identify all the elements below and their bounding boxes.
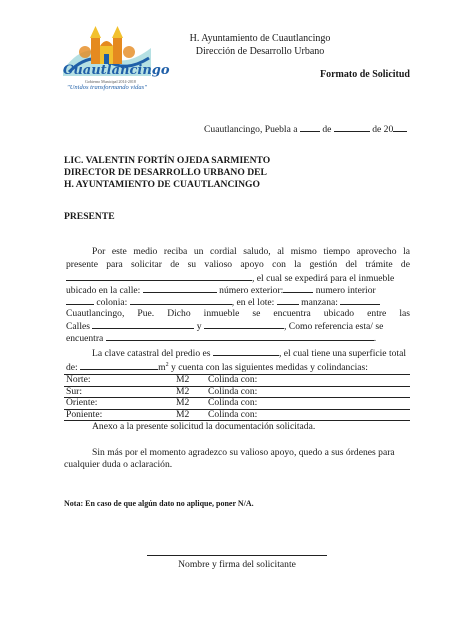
calle-2-field[interactable] <box>204 319 284 329</box>
unit-cell: M2 <box>174 375 206 387</box>
table-row <box>64 398 410 410</box>
manzana-label: manzana: <box>301 297 338 308</box>
table-row <box>64 375 410 387</box>
body-line-8: encuentra . <box>66 333 377 344</box>
date-line <box>204 122 407 136</box>
numero-interior-field[interactable] <box>66 295 94 305</box>
recipient-title: DIRECTOR DE DESARROLLO URBANO DEL <box>64 167 267 178</box>
referencia-field[interactable] <box>106 331 374 341</box>
referencia-label: , Como referencia esta/ se <box>284 321 384 332</box>
lote-label: , en el lote: <box>231 297 275 308</box>
numero-exterior-label: número exterior: <box>219 285 284 296</box>
unit-cell: M2 <box>174 386 206 398</box>
signature-line[interactable] <box>147 555 327 556</box>
note-text: Nota: En caso de que algún dato no aplique, poner N/A. <box>64 499 254 508</box>
body-line-10 <box>66 359 410 374</box>
manzana-field[interactable] <box>340 295 380 305</box>
table-row <box>64 409 410 421</box>
recipient-name: LIC. VALENTIN FORTÍN OJEDA SARMIENTO <box>64 155 271 166</box>
superficie-label: , el cual tiene una superficie total <box>278 348 406 359</box>
month-field[interactable] <box>334 122 370 132</box>
presente-heading: PRESENTE <box>64 211 115 222</box>
colinda-cell[interactable]: Colinda con: <box>206 386 410 398</box>
year-field[interactable] <box>393 122 407 132</box>
tramite-field[interactable] <box>66 271 252 281</box>
side-cell: Sur: <box>64 386 174 398</box>
calle-field[interactable] <box>143 283 217 293</box>
header-department: Dirección de Desarrollo Urbano <box>195 46 325 57</box>
signature-label: Nombre y firma del solicitante <box>178 559 296 570</box>
body-line-1: Por este medio reciba un cordial saludo, al mismo tiempo aprovecho la <box>92 246 410 257</box>
interior-label: interior <box>347 285 376 296</box>
date-de2: de 20 <box>372 124 394 135</box>
unit-label: m <box>158 362 166 374</box>
numero-label: numero <box>315 285 346 296</box>
unit-cell: M2 <box>174 398 206 410</box>
side-cell: Poniente: <box>64 409 174 421</box>
logo-subtext: Gobierno Municipal 2014-2018 <box>85 79 136 84</box>
body-line-3-text: , el cual se expedirá para el inmueble <box>252 273 395 284</box>
annex-text: Anexo a la presente solicitud la documentación solicitada. <box>92 421 316 432</box>
calle-1-field[interactable] <box>92 319 194 329</box>
logo-slogan: "Unidos transformando vidas" <box>67 84 147 91</box>
numero-exterior-field[interactable] <box>283 283 313 293</box>
lote-field[interactable] <box>277 295 299 305</box>
colinda-cell[interactable]: Colinda con: <box>206 398 410 410</box>
superficie-field[interactable] <box>80 360 158 370</box>
unit-exponent: 2 <box>165 362 169 368</box>
colonia-label: colonia: <box>96 297 128 308</box>
clave-catastral-label: La clave catastral del predio es <box>92 348 211 359</box>
encuentra-label: encuentra <box>66 333 104 344</box>
body-line-6: Cuautlancingo, Pue. Dicho inmueble se encuentra ubicado entre las <box>66 308 410 319</box>
header-municipality: H. Ayuntamiento de Cuautlancingo <box>189 33 331 44</box>
municipality-logo <box>55 18 170 98</box>
dimensions-table <box>64 374 410 421</box>
thanks-text-line-2: cualquier duda o aclaración. <box>64 459 173 470</box>
de-label: de: <box>66 362 78 374</box>
side-cell: Norte: <box>64 375 174 387</box>
colindancias-label: y cuenta con las siguientes medidas y colindancias: <box>171 362 368 374</box>
recipient-institution: H. AYUNTAMIENTO DE CUAUTLANCINGO <box>64 179 260 190</box>
thanks-text-line-1: Sin más por el momento agradezco su valioso apoyo, quedo a sus órdenes para <box>92 447 395 458</box>
colonia-field[interactable] <box>130 295 232 305</box>
colinda-cell[interactable]: Colinda con: <box>206 375 410 387</box>
date-de1: de <box>322 124 332 135</box>
day-field[interactable] <box>300 122 320 132</box>
date-prefix: Cuautlancingo, Puebla a <box>204 124 298 135</box>
table-row <box>64 386 410 398</box>
body-line-2: presente para solicitar de su valioso apoyo con la gestión del trámite de <box>66 259 410 270</box>
calle-label: ubicado en la calle: <box>66 285 141 296</box>
side-cell: Oriente: <box>64 398 174 410</box>
unit-cell: M2 <box>174 409 206 421</box>
clave-catastral-field[interactable] <box>213 346 279 356</box>
calles-and-label: y <box>196 321 202 332</box>
logo-name: Cuautlancingo <box>63 63 170 78</box>
calles-label: Calles <box>66 321 90 332</box>
form-title: Formato de Solicitud <box>320 69 410 80</box>
colinda-cell[interactable]: Colinda con: <box>206 409 410 421</box>
